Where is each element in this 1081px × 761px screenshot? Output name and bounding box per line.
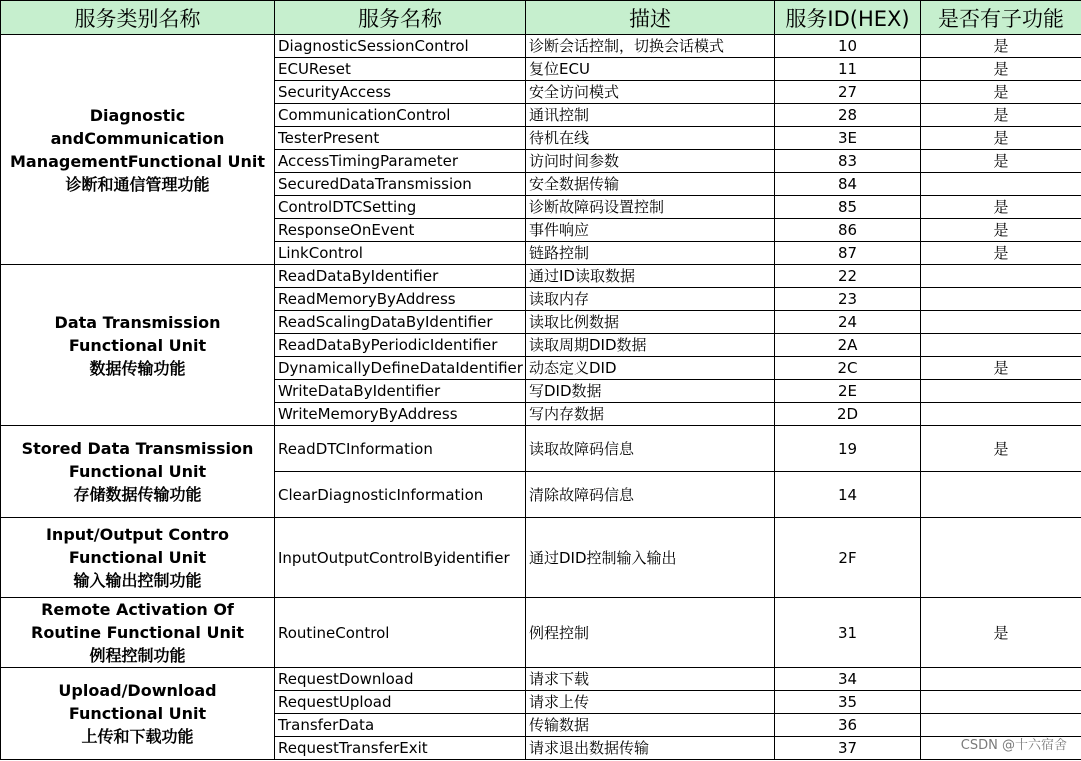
- service-name-cell: ControlDTCSetting: [275, 196, 526, 219]
- subfunction-cell: 是: [921, 426, 1081, 472]
- table-row: [1, 35, 1081, 58]
- category-line: Diagnostic andCommunication: [50, 105, 225, 148]
- subfunction-cell: [921, 472, 1081, 518]
- table-row: [1, 668, 1081, 691]
- description-cell: 例程控制: [526, 598, 775, 668]
- category-line: ManagementFunctional Unit: [9, 151, 266, 171]
- service-name-cell: DiagnosticSessionControl: [275, 35, 526, 58]
- table-body: [1, 35, 1081, 760]
- description-cell: 通过DID控制输入输出: [526, 518, 775, 598]
- service-id-cell: 27: [775, 81, 921, 104]
- service-id-cell: 2C: [775, 357, 921, 380]
- subfunction-cell: [921, 691, 1081, 714]
- service-id-cell: 83: [775, 150, 921, 173]
- service-name-cell: LinkControl: [275, 242, 526, 265]
- service-id-cell: 19: [775, 426, 921, 472]
- service-name-cell: ResponseOnEvent: [275, 219, 526, 242]
- subfunction-cell: [921, 380, 1081, 403]
- description-cell: 安全访问模式: [526, 81, 775, 104]
- service-name-cell: AccessTimingParameter: [275, 150, 526, 173]
- service-id-cell: 28: [775, 104, 921, 127]
- description-cell: 传输数据: [526, 714, 775, 737]
- description-cell: 诊断会话控制，切换会话模式: [526, 35, 775, 58]
- category-line: Upload/Download: [58, 681, 217, 700]
- subfunction-cell: 是: [921, 598, 1081, 668]
- category-cell: [1, 35, 275, 265]
- subfunction-cell: [921, 173, 1081, 196]
- service-id-cell: 34: [775, 668, 921, 691]
- description-cell: 诊断故障码设置控制: [526, 196, 775, 219]
- service-name-cell: SecuredDataTransmission: [275, 173, 526, 196]
- service-name-cell: RoutineControl: [275, 598, 526, 668]
- service-name-cell: ReadDataByIdentifier: [275, 265, 526, 288]
- description-cell: 写DID数据: [526, 380, 775, 403]
- service-name-cell: ReadDTCInformation: [275, 426, 526, 472]
- service-name-cell: SecurityAccess: [275, 81, 526, 104]
- service-name-cell: InputOutputControlByidentifier: [275, 518, 526, 598]
- category-line: 例程控制功能: [89, 646, 186, 665]
- service-name-cell: CommunicationControl: [275, 104, 526, 127]
- description-cell: 请求下载: [526, 668, 775, 691]
- service-name-cell: DynamicallyDefineDataIdentifier: [275, 357, 526, 380]
- table-row: [1, 518, 1081, 598]
- description-cell: 读取故障码信息: [526, 426, 775, 472]
- description-cell: 读取内存: [526, 288, 775, 311]
- service-name-cell: ClearDiagnosticInformation: [275, 472, 526, 518]
- header-service-id: 服务ID(HEX): [775, 1, 921, 35]
- service-id-cell: 37: [775, 737, 921, 760]
- category-line: Stored Data Transmission: [21, 439, 254, 458]
- service-id-cell: 85: [775, 196, 921, 219]
- category-line: 输入输出控制功能: [73, 571, 202, 590]
- description-cell: 请求退出数据传输: [526, 737, 775, 760]
- service-id-cell: 84: [775, 173, 921, 196]
- service-id-cell: 14: [775, 472, 921, 518]
- description-cell: 读取比例数据: [526, 311, 775, 334]
- category-line: Routine Functional Unit: [31, 623, 244, 642]
- category-cell: [1, 668, 275, 760]
- header-service: 服务名称: [275, 1, 526, 35]
- service-id-cell: 87: [775, 242, 921, 265]
- category-line: Functional Unit: [68, 704, 207, 723]
- subfunction-cell: 是: [921, 150, 1081, 173]
- subfunction-cell: [921, 403, 1081, 426]
- category-line: 存储数据传输功能: [73, 485, 202, 504]
- subfunction-cell: [921, 334, 1081, 357]
- service-name-cell: WriteMemoryByAddress: [275, 403, 526, 426]
- description-cell: 待机在线: [526, 127, 775, 150]
- service-name-cell: RequestTransferExit: [275, 737, 526, 760]
- service-name-cell: ReadMemoryByAddress: [275, 288, 526, 311]
- category-line: Data Transmission: [54, 312, 221, 332]
- service-id-cell: 31: [775, 598, 921, 668]
- description-cell: 通过ID读取数据: [526, 265, 775, 288]
- subfunction-cell: 是: [921, 58, 1081, 81]
- service-id-cell: 2E: [775, 380, 921, 403]
- category-line: Functional Unit: [68, 462, 207, 481]
- service-name-cell: ReadDataByPeriodicIdentifier: [275, 334, 526, 357]
- subfunction-cell: 是: [921, 357, 1081, 380]
- category-cell: [1, 598, 275, 668]
- service-name-cell: WriteDataByIdentifier: [275, 380, 526, 403]
- service-id-cell: 24: [775, 311, 921, 334]
- watermark: CSDN @十六宿舍: [960, 738, 1067, 753]
- service-id-cell: 36: [775, 714, 921, 737]
- subfunction-cell: [921, 518, 1081, 598]
- description-cell: 读取周期DID数据: [526, 334, 775, 357]
- subfunction-cell: [921, 288, 1081, 311]
- service-id-cell: 2A: [775, 334, 921, 357]
- description-cell: 复位ECU: [526, 58, 775, 81]
- service-id-cell: 11: [775, 58, 921, 81]
- header-category: 服务类别名称: [1, 1, 275, 35]
- service-name-cell: ECUReset: [275, 58, 526, 81]
- subfunction-cell: [921, 668, 1081, 691]
- description-cell: 安全数据传输: [526, 173, 775, 196]
- subfunction-cell: 是: [921, 242, 1081, 265]
- category-line: Remote Activation Of: [41, 600, 234, 619]
- description-cell: 访问时间参数: [526, 150, 775, 173]
- description-cell: 事件响应: [526, 219, 775, 242]
- category-line: 数据传输功能: [89, 358, 186, 378]
- service-name-cell: RequestUpload: [275, 691, 526, 714]
- subfunction-cell: 是: [921, 196, 1081, 219]
- service-name-cell: RequestDownload: [275, 668, 526, 691]
- description-cell: 链路控制: [526, 242, 775, 265]
- subfunction-cell: [921, 265, 1081, 288]
- subfunction-cell: 是: [921, 127, 1081, 150]
- service-name-cell: ReadScalingDataByIdentifier: [275, 311, 526, 334]
- service-id-cell: 2D: [775, 403, 921, 426]
- category-cell: [1, 518, 275, 598]
- description-cell: 写内存数据: [526, 403, 775, 426]
- description-cell: 动态定义DID: [526, 357, 775, 380]
- service-id-cell: 22: [775, 265, 921, 288]
- table-header-row: [1, 1, 1081, 35]
- table-row: [1, 598, 1081, 668]
- category-line: 上传和下载功能: [81, 727, 194, 746]
- service-name-cell: TransferData: [275, 714, 526, 737]
- service-id-cell: 86: [775, 219, 921, 242]
- category-line: Input/Output Contro: [45, 525, 230, 544]
- header-has-subfunction: 是否有子功能: [921, 1, 1081, 35]
- service-name-cell: TesterPresent: [275, 127, 526, 150]
- description-cell: 请求上传: [526, 691, 775, 714]
- subfunction-cell: [921, 311, 1081, 334]
- table-row: [1, 426, 1081, 472]
- service-id-cell: 35: [775, 691, 921, 714]
- subfunction-cell: 是: [921, 219, 1081, 242]
- category-line: Functional Unit: [68, 548, 207, 567]
- header-description: 描述: [526, 1, 775, 35]
- service-id-cell: 3E: [775, 127, 921, 150]
- category-line: Functional Unit: [68, 335, 207, 355]
- subfunction-cell: 是: [921, 35, 1081, 58]
- service-id-cell: 23: [775, 288, 921, 311]
- subfunction-cell: 是: [921, 81, 1081, 104]
- service-id-cell: 10: [775, 35, 921, 58]
- category-line: 诊断和通信管理功能: [65, 174, 210, 194]
- category-cell: [1, 426, 275, 518]
- category-cell: [1, 265, 275, 426]
- table-row: [1, 265, 1081, 288]
- subfunction-cell: 是: [921, 104, 1081, 127]
- service-id-cell: 2F: [775, 518, 921, 598]
- description-cell: 通讯控制: [526, 104, 775, 127]
- description-cell: 清除故障码信息: [526, 472, 775, 518]
